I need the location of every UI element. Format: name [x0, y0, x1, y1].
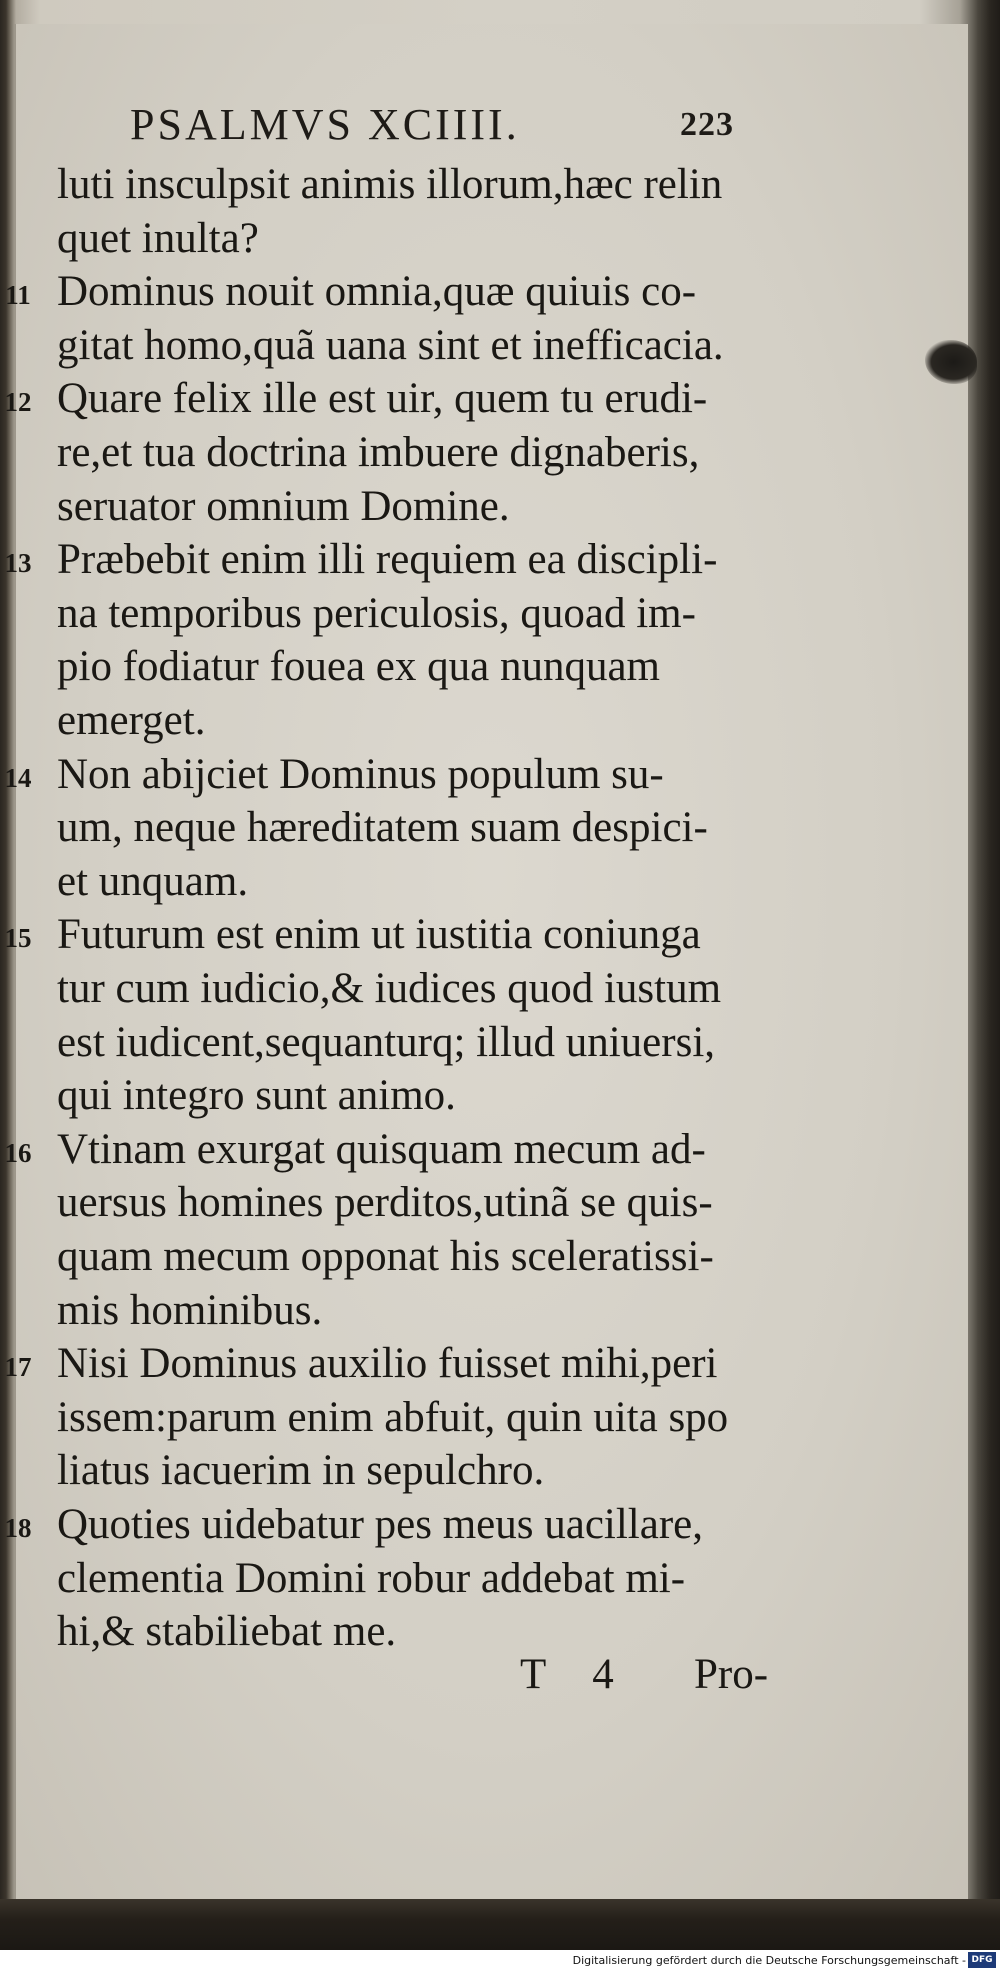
digitization-footer — [0, 1950, 1000, 1971]
line-text: emerget. — [57, 697, 206, 744]
verse-number: 16 — [4, 1137, 32, 1168]
text-line — [0, 1605, 960, 1659]
text-line — [0, 908, 960, 962]
text-line — [0, 1391, 960, 1445]
dfg-logo: DFG — [968, 1952, 996, 1968]
verse-number — [2, 480, 34, 534]
footer-credit: Digitalisierung gefördert durch die Deutsche Forschungsgemeinschaft - — [572, 1954, 966, 1967]
text-line — [0, 962, 960, 1016]
verse-number — [2, 426, 34, 480]
line-text: mis hominibus. — [57, 1286, 323, 1334]
page-bottom-edge — [0, 1899, 1000, 1950]
text-line — [0, 694, 960, 748]
verse-number — [2, 962, 34, 1016]
text-line — [0, 480, 960, 534]
catchword: Pro- — [694, 1651, 769, 1698]
line-text: Quare felix ille est uir, quem tu erudi- — [57, 375, 708, 423]
verse-number: 17 — [4, 1352, 32, 1383]
verse-number — [2, 1605, 34, 1659]
line-text: quam mecum opponat his sceleratissi- — [57, 1233, 714, 1280]
verse-number — [2, 1016, 34, 1070]
text-line — [0, 587, 960, 641]
line-text: na temporibus periculosis, quoad im- — [57, 589, 696, 637]
text-line — [0, 1284, 960, 1338]
signature-mark: T 4 — [520, 1651, 632, 1698]
verse-number — [2, 801, 34, 855]
line-text: Præbebit enim illi requiem ea discipli- — [57, 536, 718, 584]
line-text: qui integro sunt animo. — [57, 1072, 456, 1120]
text-line — [0, 212, 960, 266]
text-line — [0, 319, 960, 373]
verse-number — [2, 158, 34, 212]
line-text: Dominus nouit omnia,quæ quiuis co- — [57, 268, 697, 316]
line-text: Futurum est enim ut iustitia coniunga — [57, 911, 701, 959]
text-line — [0, 1016, 960, 1070]
line-text: Quoties uidebatur pes meus uacillare, — [57, 1501, 703, 1548]
text-line — [0, 265, 960, 319]
text-line — [0, 1123, 960, 1177]
line-text: clementia Domini robur addebat mi- — [57, 1554, 686, 1602]
verse-number — [2, 212, 34, 266]
line-text: pio fodiatur fouea ex qua nunquam — [57, 643, 661, 691]
line-text: gitat homo,quã uana sint et inefficacia. — [57, 321, 724, 369]
text-line — [0, 1444, 960, 1498]
text-line — [0, 1069, 960, 1123]
line-text: est iudicent,sequanturq; illud uniuersi, — [57, 1018, 716, 1066]
text-line — [0, 1176, 960, 1230]
verse-number: 15 — [4, 923, 32, 954]
line-text: seruator omnium Domine. — [57, 482, 510, 530]
verse-number — [2, 1552, 34, 1606]
running-title: PSALMVS XCIIII. — [130, 100, 520, 149]
line-text: tur cum iudicio,& iudices quod iustum — [57, 965, 722, 1012]
line-text: um, neque hæreditatem suam despici- — [57, 804, 708, 852]
line-text: luti insculpsit animis illorum,hæc relin — [57, 161, 723, 208]
text-line — [0, 372, 960, 426]
text-line — [0, 1230, 960, 1284]
text-line — [0, 158, 960, 212]
verse-number — [2, 694, 34, 748]
verse-number — [2, 319, 34, 373]
line-text: liatus iacuerim in sepulchro. — [57, 1447, 545, 1495]
line-text: et unquam. — [57, 857, 249, 905]
verse-number — [2, 587, 34, 641]
line-text: issem:parum enim abfuit, quin uita spo — [57, 1393, 729, 1441]
line-text: Nisi Dominus auxilio fuisset mihi,peri — [57, 1340, 718, 1388]
verse-number: 13 — [4, 548, 32, 579]
verse-number: 11 — [5, 280, 31, 311]
text-line — [0, 801, 960, 855]
verse-number — [2, 1444, 34, 1498]
verse-number: 18 — [4, 1513, 32, 1543]
line-text: hi,& stabiliebat me. — [57, 1608, 397, 1656]
text-line — [0, 533, 960, 587]
verse-number — [2, 1069, 34, 1123]
text-line — [0, 426, 960, 480]
text-line — [0, 748, 960, 802]
text-line — [0, 1337, 960, 1391]
line-text: re,et tua doctrina imbuere dignaberis, — [57, 429, 700, 476]
text-line — [0, 855, 960, 909]
text-line — [0, 640, 960, 694]
line-text: Non abijciet Dominus populum su- — [57, 750, 664, 798]
text-line — [0, 1498, 960, 1552]
line-text: quet inulta? — [57, 214, 259, 262]
verse-number — [2, 640, 34, 694]
verse-number — [2, 1391, 34, 1445]
verse-number: 14 — [4, 762, 32, 793]
verse-number — [2, 855, 34, 909]
text-line — [0, 1552, 960, 1606]
line-text: Vtinam exurgat quisquam mecum ad- — [57, 1125, 706, 1173]
verse-number — [2, 1230, 34, 1284]
line-text: uersus homines perditos,utinã se quis- — [57, 1179, 713, 1227]
page-number: 223 — [680, 106, 734, 143]
verse-number — [2, 1176, 34, 1230]
verse-number — [2, 1284, 34, 1338]
verse-number: 12 — [4, 387, 32, 418]
